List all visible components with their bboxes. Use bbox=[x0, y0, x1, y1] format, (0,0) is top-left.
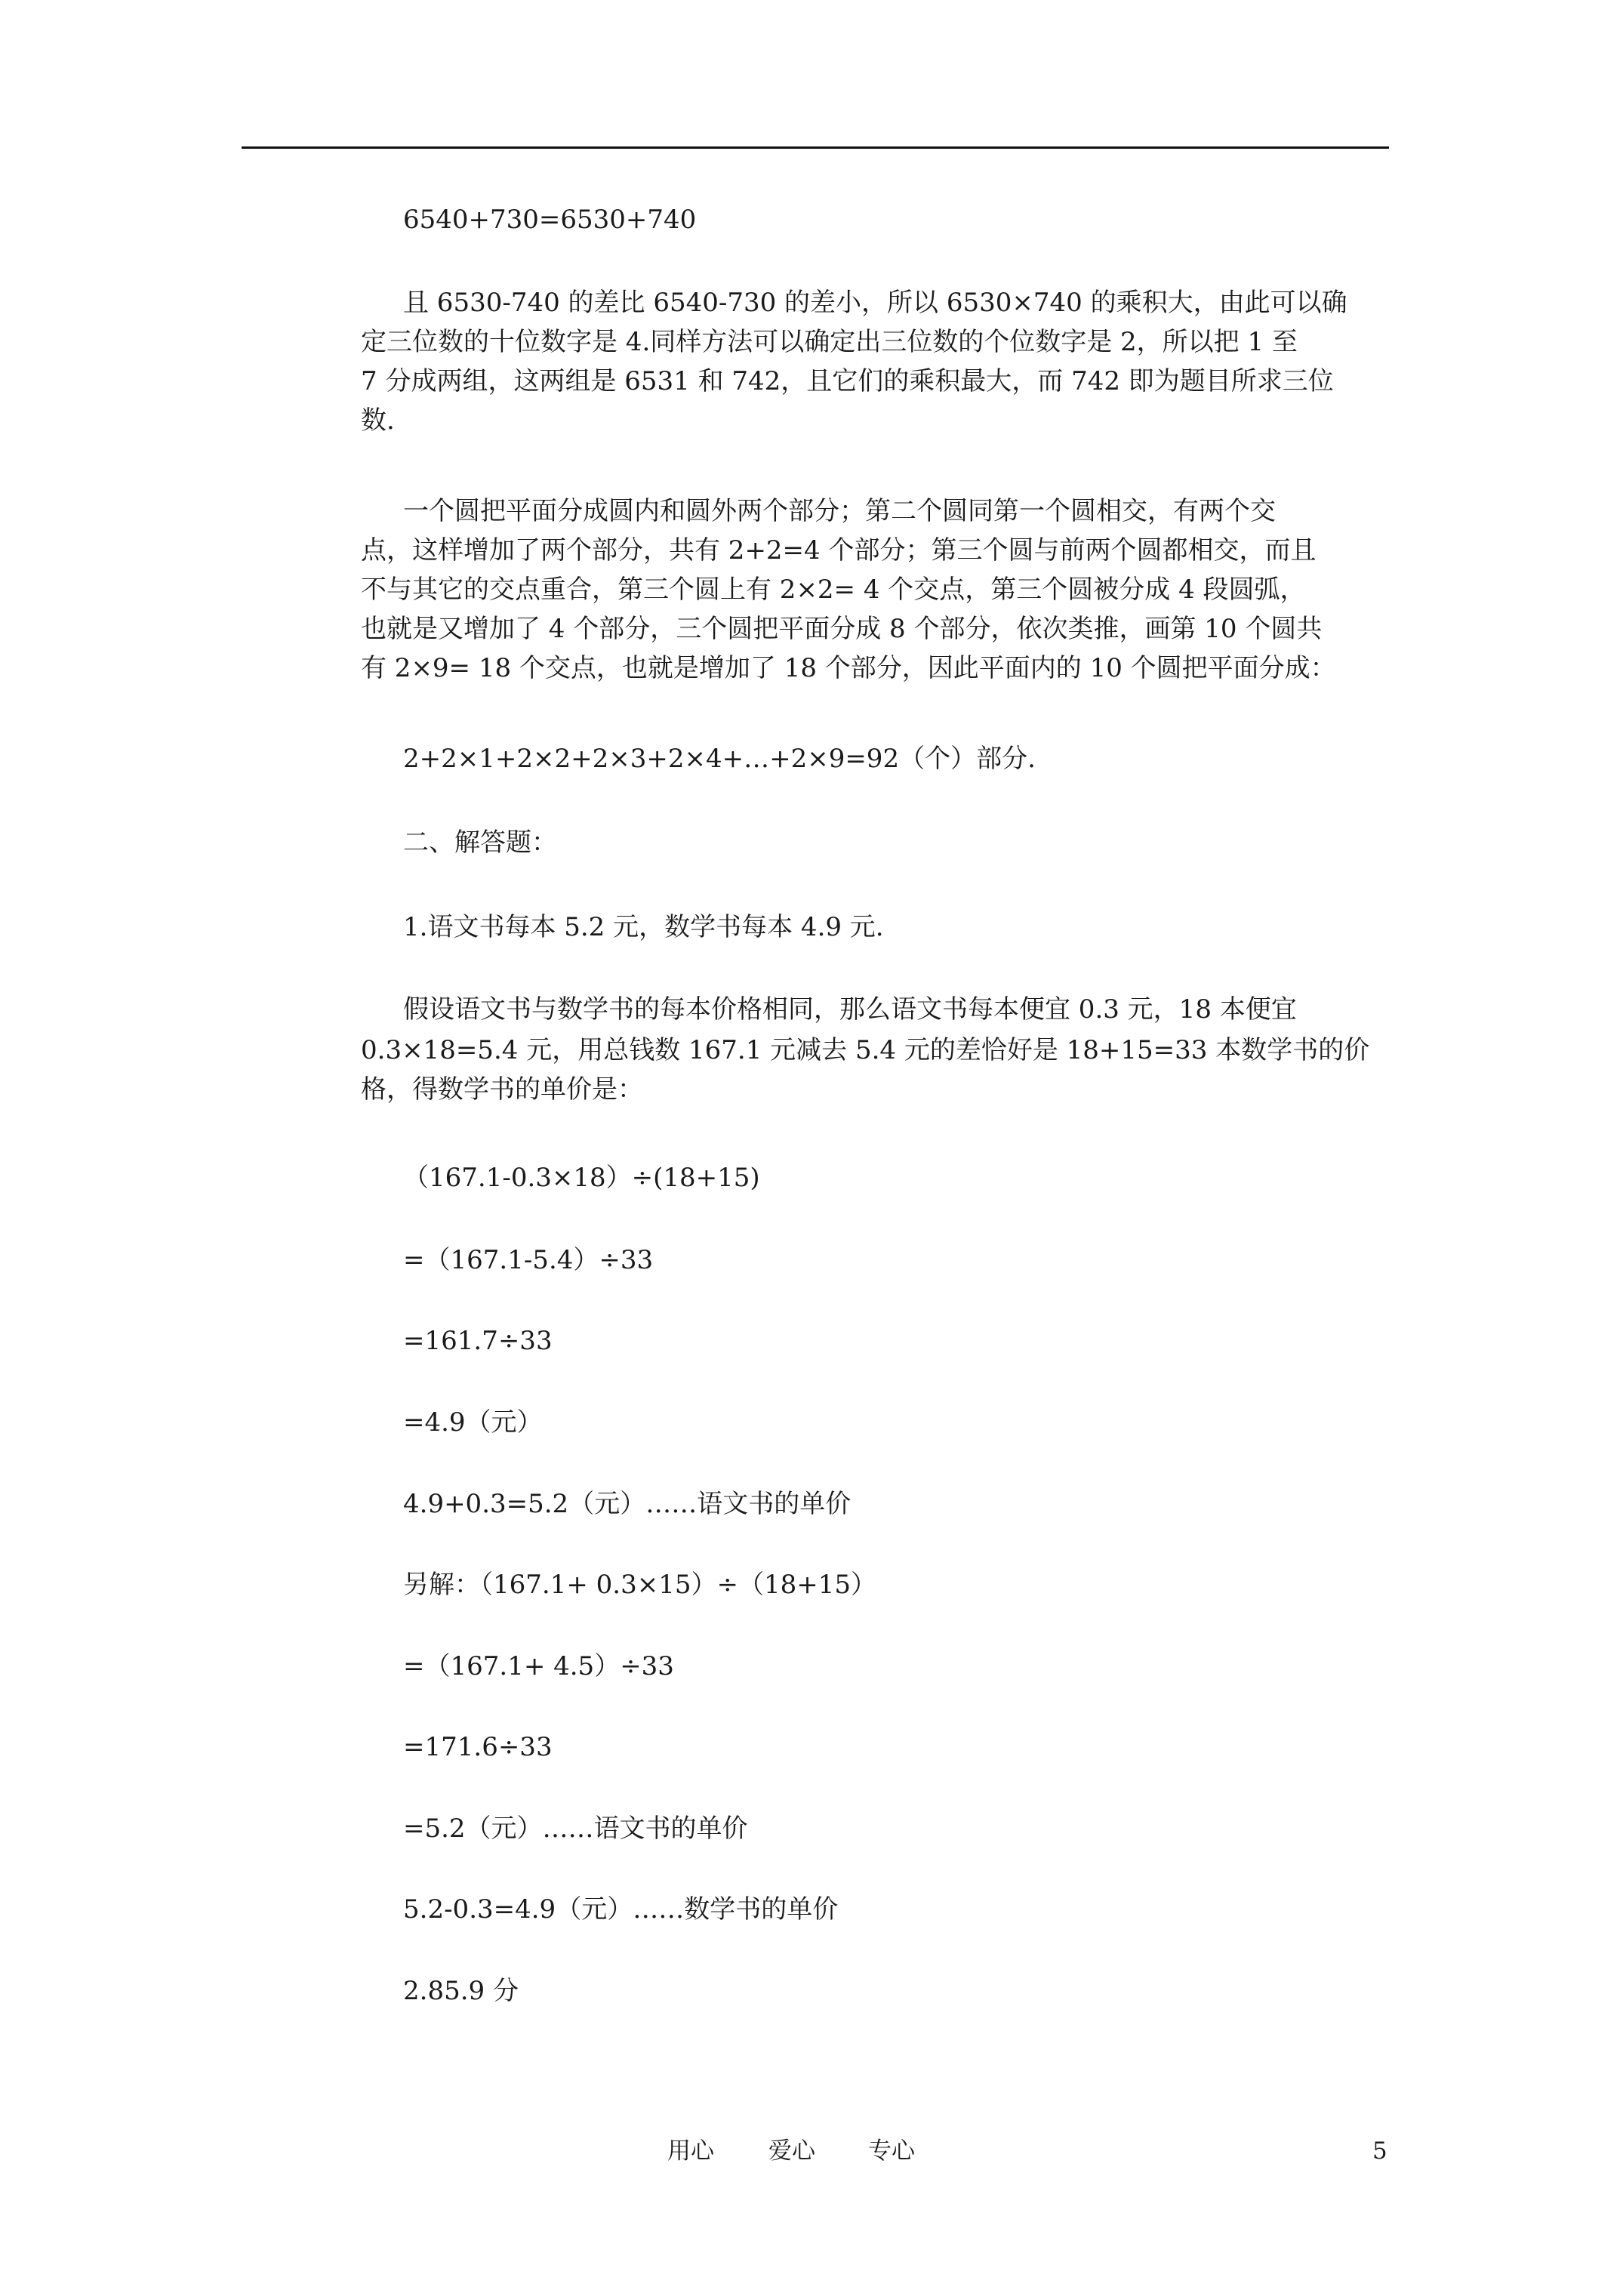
text-line: 也就是又增加了 4 个部分，三个圆把平面分成 8 个部分，依次类推，画第 10 个圆共 bbox=[361, 614, 1323, 644]
text-line: 数. bbox=[361, 405, 395, 436]
formula-line: 2+2×1+2×2+2×3+2×4+…+2×9=92（个）部分. bbox=[403, 744, 1036, 774]
formula-line: （167.1-0.3×18）÷(18+15) bbox=[403, 1163, 760, 1193]
footer-motto: 用心 bbox=[667, 2137, 714, 2165]
answer-line: 2.85.9 分 bbox=[403, 1976, 519, 2006]
formula-line: =4.9（元） bbox=[403, 1407, 543, 1438]
header-rule bbox=[242, 146, 1389, 149]
formula-line: =5.2（元）……语文书的单价 bbox=[403, 1814, 748, 1844]
text-line: 0.3×18=5.4 元，用总钱数 167.1 元减去 5.4 元的差恰好是 18+15=33 本数学书的价 bbox=[361, 1035, 1370, 1065]
formula-line: =（167.1-5.4）÷33 bbox=[403, 1245, 654, 1275]
text-line: 且 6530-740 的差比 6540-730 的差小，所以 6530×740 的乘积大，由此可以确 bbox=[403, 288, 1347, 318]
text-line: 有 2×9= 18 个交点，也就是增加了 18 个部分，因此平面内的 10 个圆把平面分成： bbox=[361, 653, 1336, 683]
text-line: 点，这样增加了两个部分，共有 2+2=4 个部分；第三个圆与前两个圆都相交，而且 bbox=[361, 535, 1317, 566]
formula-line: =（167.1+ 4.5）÷33 bbox=[403, 1651, 674, 1681]
answer-line: 1.语文书每本 5.2 元，数学书每本 4.9 元. bbox=[403, 912, 884, 942]
formula-line: 4.9+0.3=5.2（元）……语文书的单价 bbox=[403, 1489, 852, 1519]
text-line: 6540+730=6530+740 bbox=[403, 205, 697, 235]
text-line: 一个圆把平面分成圆内和圆外两个部分；第二个圆同第一个圆相交，有两个交 bbox=[403, 496, 1276, 526]
text-line: 格，得数学书的单价是： bbox=[361, 1074, 643, 1105]
text-line: 不与其它的交点重合，第三个圆上有 2×2= 4 个交点，第三个圆被分成 4 段圆弧， bbox=[361, 575, 1306, 605]
text-line: 7 分成两组，这两组是 6531 和 742，且它们的乘积最大，而 742 即为题目所求三位 bbox=[361, 366, 1334, 396]
formula-line: 另解：（167.1+ 0.3×15）÷（18+15） bbox=[403, 1570, 876, 1600]
text-line: 定三位数的十位数字是 4.同样方法可以确定出三位数的个位数字是 2，所以把 1 至 bbox=[361, 327, 1298, 357]
footer-motto: 爱心 bbox=[768, 2137, 815, 2165]
text-line: 假设语文书与数学书的每本价格相同，那么语文书每本便宜 0.3 元，18 本便宜 bbox=[403, 994, 1297, 1025]
page-number: 5 bbox=[1372, 2137, 1387, 2165]
formula-line: =171.6÷33 bbox=[403, 1732, 553, 1762]
formula-line: =161.7÷33 bbox=[403, 1326, 553, 1356]
section-heading: 二、解答题： bbox=[403, 827, 557, 858]
footer-motto: 专心 bbox=[868, 2137, 915, 2165]
formula-line: 5.2-0.3=4.9（元）……数学书的单价 bbox=[403, 1894, 839, 1925]
